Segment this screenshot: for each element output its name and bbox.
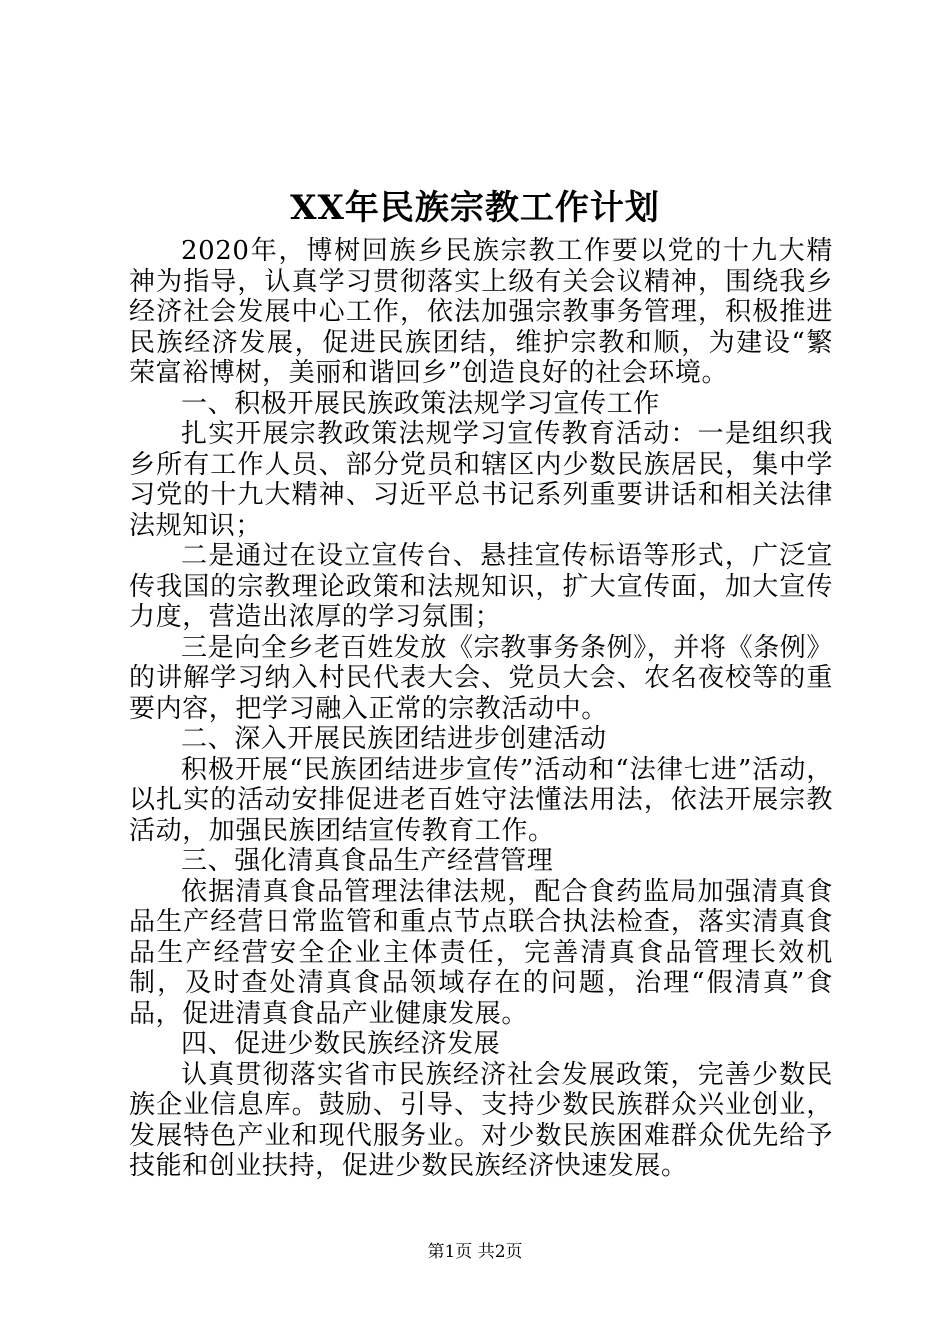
section-heading-2: 二、深入开展民族团结进步创建活动: [181, 724, 607, 754]
section-1-paragraph-3: 三是向全乡老百姓发放《宗教事务条例》，并将《条例》的讲解学习纳入村民代表大会、党员大会、农名夜校等的重要内容，把学习融入正常的宗教活动中。: [129, 632, 834, 724]
document-body: [129, 236, 833, 1182]
section-heading-4: 四、促进少数民族经济发展: [181, 1029, 501, 1059]
section-heading-1: 一、积极开展民族政策法规学习宣传工作: [181, 388, 660, 419]
section-heading-3: 三、强化清真食品生产经营管理: [181, 846, 554, 876]
intro-paragraph: 2020年，博树回族乡民族宗教工作要以党的十九大精神为指导，认真学习贯彻落实上级有关会议精神，围绕我乡经济社会发展中心工作，依法加强宗教事务管理，积极推进民族经济发展，促进民族团结，维护宗教和顺，为建设“繁荣富裕博树，美丽和谐回乡”创造良好的社会环境。: [129, 236, 833, 388]
document-title: XX年民族宗教工作计划: [290, 188, 660, 228]
section-4-paragraph-1: 认真贯彻落实省市民族经济社会发展政策，完善少数民族企业信息库。鼓励、引导、支持少数民族群众兴业创业，发展特色产业和现代服务业。对少数民族困难群众优先给予技能和创业扶持，促进少数民族经济快速发展。: [129, 1059, 833, 1181]
section-1-paragraph-1: 扎实开展宗教政策法规学习宣传教育活动：一是组织我乡所有工作人员、部分党员和辖区内少数民族居民，集中学习党的十九大精神、习近平总书记系列重要讲话和相关法律法规知识；: [129, 419, 833, 541]
page-footer: 第1页 共2页: [427, 1242, 523, 1262]
section-3-paragraph-1: 依据清真食品管理法律法规，配合食药监局加强清真食品生产经营日常监管和重点节点联合执法检查，落实清真食品生产经营安全企业主体责任，完善清真食品管理长效机制，及时查处清真食品领域存在的问题，治理“假清真”食品，促进清真食品产业健康发展。: [129, 876, 833, 1029]
section-1-paragraph-2: 二是通过在设立宣传台、悬挂宣传标语等形式，广泛宣传我国的宗教理论政策和法规知识，扩大宣传面，加大宣传力度，营造出浓厚的学习氛围；: [129, 541, 833, 632]
section-2-paragraph-1: 积极开展“民族团结进步宣传”活动和“法律七进”活动，以扎实的活动安排促进老百姓守法懂法用法，依法开展宗教活动，加强民族团结宣传教育工作。: [129, 754, 833, 846]
